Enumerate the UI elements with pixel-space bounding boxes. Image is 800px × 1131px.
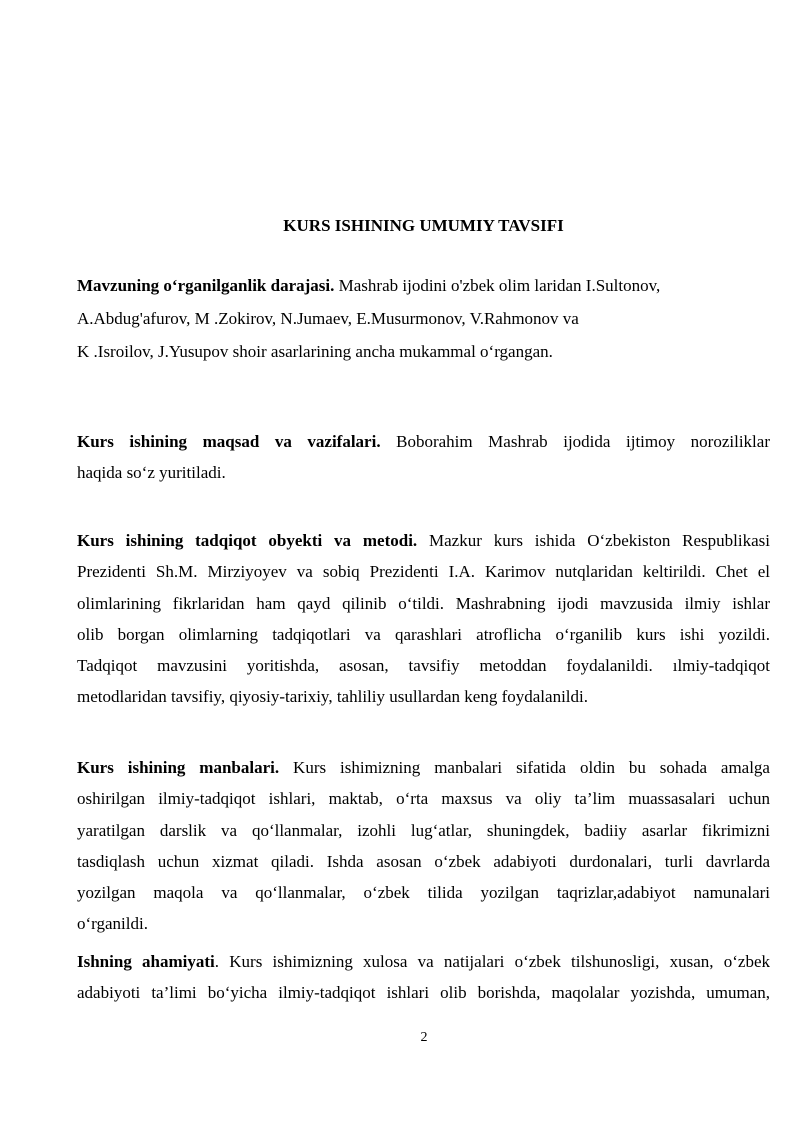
paragraph-line: K .Isroilov, J.Yusupov shoir asarlarining ancha mukammal o‘rgangan.: [77, 342, 553, 361]
paragraph-line: [77, 269, 770, 302]
paragraph-line: [77, 946, 770, 977]
paragraph-line: yaratilgan darslik va qo‘llanmalar, izohli lug‘atlar, shuningdek, badiiy asarlar fikrimizni: [77, 820, 770, 840]
paragraph-line: adabiyoti ta’limi bo‘yicha ilmiy-tadqiqot ishlari olib borishda, maqolalar yozishda, umuman,: [77, 983, 770, 1003]
section-goals: [77, 426, 770, 489]
section-object-method: [77, 525, 770, 713]
paragraph-text: Boborahim Mashrab ijodida ijtimoy noroziliklar: [380, 432, 770, 451]
paragraph-text: Mazkur kurs ishida O‘zbekiston Respublikasi: [417, 531, 770, 550]
paragraph-line: Prezidenti Sh.M. Mirziyoyev va sobiq Prezidenti I.A. Karimov nutqlaridan keltirildi. Chet el: [77, 562, 770, 582]
section-heading: Kurs ishining tadqiqot obyekti va metodi.: [77, 531, 418, 550]
paragraph-line: [77, 752, 770, 783]
section-significance: [77, 946, 770, 1009]
paragraph-line: [77, 525, 770, 556]
paragraph-line: [77, 426, 770, 457]
paragraph-text: . Kurs ishimizning xulosa va natijalari o‘zbek tilshunosligi, xusan, o‘zbek: [214, 952, 770, 971]
section-heading: Ishning ahamiyati: [77, 952, 215, 971]
paragraph-line: olib borgan olimlarning tadqiqotlari va qarashlari atroflicha o‘rganilib kurs ishi yozildi.: [77, 624, 770, 644]
paragraph-line: olimlarining fikrlaridan ham qayd qilinib o‘tildi. Mashrabning ijodi mavzusida ilmiy ishlar: [77, 593, 770, 613]
paragraph-line: A.Abdug'afurov, M .Zokirov, N.Jumaev, E.Musurmonov, V.Rahmonov va: [77, 309, 579, 328]
paragraph-line: haqida so‘z yuritiladi.: [77, 463, 226, 483]
section-heading: Kurs ishining maqsad va vazifalari.: [77, 432, 381, 451]
section-heading: Mavzuning o‘rganilganlik darajasi.: [77, 276, 335, 295]
section-study-level: [77, 269, 770, 368]
paragraph-line: metodlaridan tavsifiy, qiyosiy-tarixiy, tahliliy usullardan keng foydalanildi.: [77, 687, 588, 707]
paragraph-line: o‘rganildi.: [77, 914, 148, 934]
paragraph-line: yozilgan maqola va qo‘llanmalar, o‘zbek tilida yozilgan taqrizlar,adabiyot namunalari: [77, 883, 770, 903]
paragraph-line: tasdiqlash uchun xizmat qiladi. Ishda asosan o‘zbek adabiyoti durdonalari, turli davrlarda: [77, 851, 770, 871]
section-sources: [77, 752, 770, 940]
document-title: KURS ISHINING UMUMIY TAVSIFI: [283, 216, 564, 235]
paragraph-line: oshirilgan ilmiy-tadqiqot ishlari, maktab, o‘rta maxsus va oliy ta’lim muassasalari uchun: [77, 789, 770, 809]
section-heading: Kurs ishining manbalari.: [77, 758, 280, 777]
page-number: 2: [420, 1030, 428, 1045]
paragraph-text: Kurs ishimizning manbalari sifatida oldin bu sohada amalga: [279, 758, 770, 777]
paragraph-line: Tadqiqot mavzusini yoritishda, asosan, tavsifiy metoddan foydalanildi. ılmiy-tadqiqot: [77, 656, 770, 676]
paragraph-text: Mashrab ijodini o'zbek olim laridan I.Sultonov,: [334, 276, 661, 295]
